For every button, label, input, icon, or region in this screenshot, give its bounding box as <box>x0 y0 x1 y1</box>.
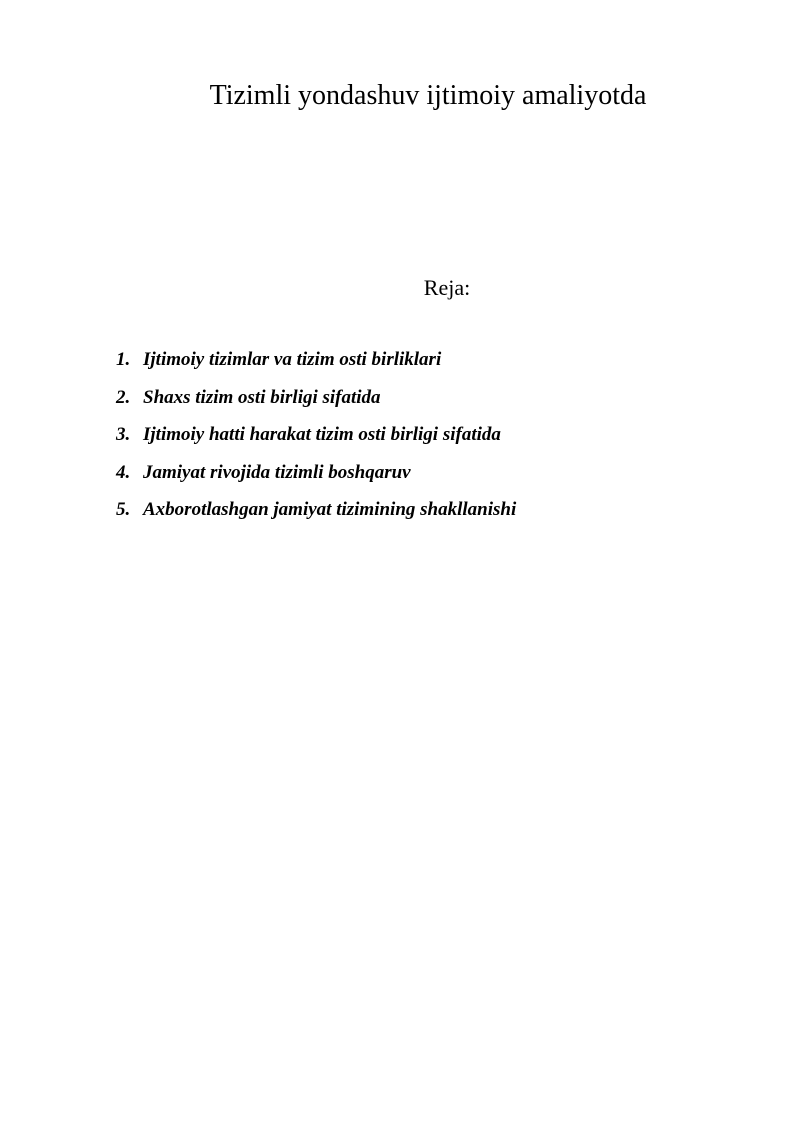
plan-item-number: 1. <box>116 349 131 370</box>
plan-item-text: Ijtimoiy hatti harakat tizim osti birligi sifatida <box>143 424 501 445</box>
plan-list <box>116 346 516 534</box>
plan-item-number: 2. <box>116 386 131 408</box>
plan-item-number: 4. <box>116 461 131 483</box>
plan-heading: Reja: <box>423 275 471 300</box>
plan-item <box>116 384 516 422</box>
plan-item <box>116 421 516 459</box>
plan-item <box>116 346 516 384</box>
plan-item-number: 5. <box>116 499 131 520</box>
plan-item-text: Ijtimoiy tizimlar va tizim osti birliklari <box>143 349 442 370</box>
plan-item-text: Axborotlashgan jamiyat tizimining shakllanishi <box>143 499 517 520</box>
plan-item <box>116 496 516 534</box>
plan-item-number: 3. <box>116 424 131 445</box>
plan-item-text: Shaxs tizim osti birligi sifatida <box>143 386 381 408</box>
plan-item-text: Jamiyat rivojida tizimli boshqaruv <box>143 461 411 483</box>
plan-item <box>116 459 516 497</box>
document-title: Tizimli yondashuv ijtimoiy amaliyotda <box>209 80 647 111</box>
